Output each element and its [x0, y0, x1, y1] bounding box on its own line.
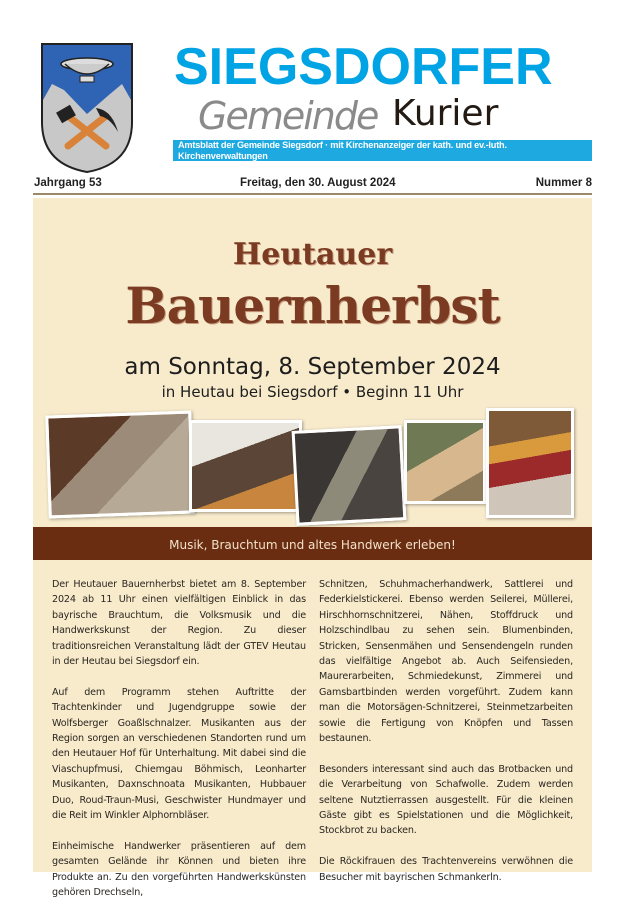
poster-title-line2: Bauernherbst [125, 276, 500, 335]
coat-of-arms-icon [40, 42, 134, 174]
masthead-title: SIEGSDORFER [174, 38, 553, 96]
photo-musicians [189, 420, 302, 512]
photo-woodcarving [404, 420, 486, 504]
issue-number: Nummer 8 [535, 177, 592, 189]
divider [33, 193, 592, 195]
article-paragraph: Schnitzen, Schuhmacherhandwerk, Sattlerei und Federkielstickerei. Ebenso werden Seilerei, Müllerei, Hirschhornschnitzerei, Nähen, Stoffdruck und Holzschindlbau zu sehen sein. Blumenbinden, Stricken, Sensenmähen und Sensendengeln runden das vielfältige Angebot ab. Auch Seifensieden, Maurerarbeiten, Schmiedekunst, Zimmerei und Gamsbartbinden werden vorgeführt. Zudem kann man die Motorsägen-Schnitzerei, Steinmetzarbeiten sowie die Fertigung von Knöpfen und Tassen bestaunen. [319, 579, 573, 745]
poster-date: am Sonntag, 8. September 2024 [124, 354, 501, 380]
photo-blacksmith [292, 425, 407, 526]
article-column-left [52, 577, 306, 916]
masthead-band-text: Amtsblatt der Gemeinde Siegsdorf · mit Kirchenanzeiger der kath. und ev.-luth. Kirchenverwaltungen [178, 140, 507, 161]
article-paragraph: Der Heutauer Bauernherbst bietet am 8. September 2024 ab 11 Uhr einen vielfältigen Einblick in das bayrische Brauchtum, die Volksmusik und die Handwerkskunst der Region. Zu dieser traditionsreichen Veranstaltung lädt der GTEV Heutau in der Heutau bei Siegsdorf ein. [52, 579, 306, 668]
article-paragraph: Auf dem Programm stehen Auftritte der Trachtenkinder und Jugendgruppe sowie der Wolfsberger Goaßlschnalzer. Musikanten aus der Region sorgen an verschiedenen Standorten rund um den Heutauer Hof für Unterhaltung. Mit dabei sind die Viaschupfmusi, Chiemgau Böhmisch, Leonharter Musikanten, Daxnschnoata Musikanten, Hubbauer Duo, Roud-Traun-Musi, Geschwister Hundmayer und die Reit im Winkler Alphornbläser. [52, 686, 306, 822]
poster-subline: in Heutau bei Siegsdorf • Beginn 11 Uhr [161, 383, 464, 401]
issue-date: Freitag, den 30. August 2024 [240, 177, 396, 189]
photo-horseshoeing [45, 410, 195, 518]
masthead-band [173, 140, 592, 161]
article-column-right [319, 577, 573, 900]
article-paragraph: Besonders interessant sind auch das Brotbacken und die Verarbeitung von Schafwolle. Zudem werden seltene Nutztierrassen ausgestellt. Für die kleinen Gäste gibt es Spielstationen und die Möglichkeit, Stockbrot zu backen. [319, 763, 573, 837]
masthead-subtitle-kurier: Kurier [392, 93, 499, 134]
issue-volume: Jahrgang 53 [34, 177, 102, 189]
poster-title-line1: Heutauer [232, 237, 393, 272]
article-paragraph: Die Röckifrauen des Trachtenvereins verwöhnen die Besucher mit bayrischen Schmankerln. [319, 856, 573, 883]
photo-market-stall [486, 408, 574, 518]
article-paragraph: Einheimische Handwerker präsentieren auf dem gesamten Gelände ihr Können und bieten ihre Produkte an. Zu den vorgeführten Handwerkskünsten gehören Drechseln, [52, 840, 306, 899]
masthead-subtitle-gemeinde: Gemeinde [198, 94, 378, 138]
poster-tagline: Musik, Brauchtum und altes Handwerk erleben! [33, 527, 592, 560]
